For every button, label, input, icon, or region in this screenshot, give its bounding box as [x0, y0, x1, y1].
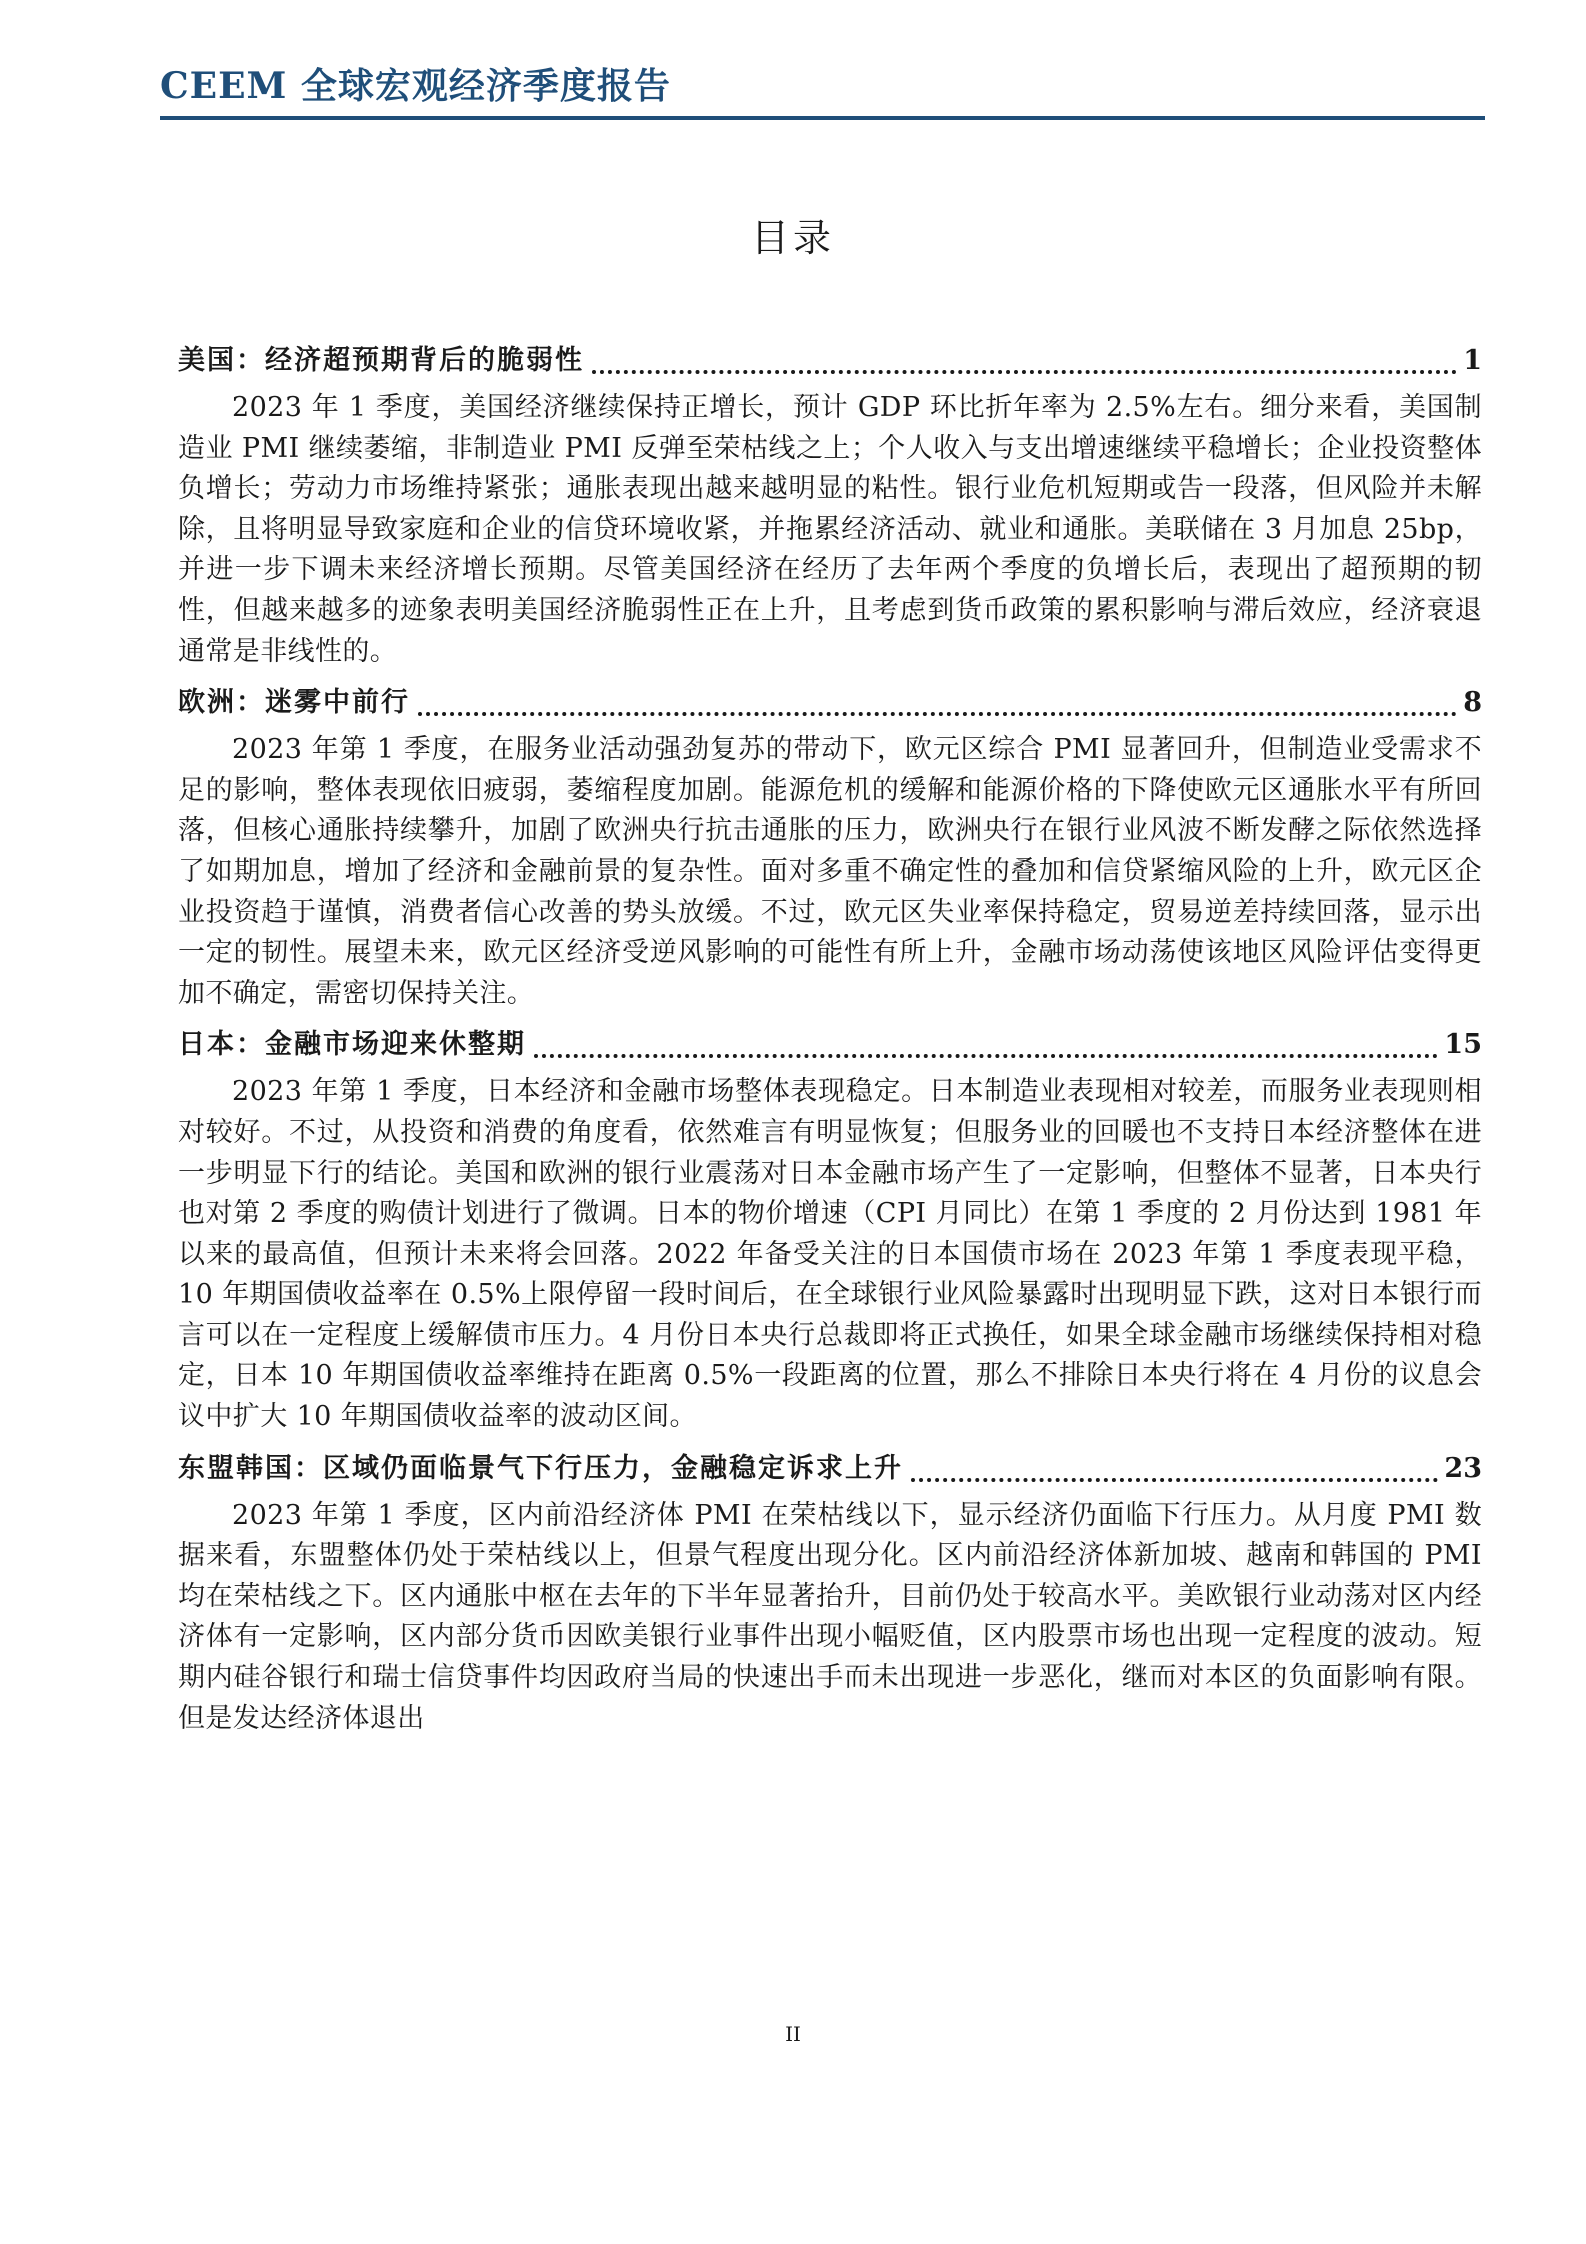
- toc-entry-heading[interactable]: [178, 336, 1482, 386]
- toc-entry-summary: 2023 年第 1 季度，区内前沿经济体 PMI 在荣枯线以下，显示经济仍面临下行压力。从月度 PMI 数据来看，东盟整体仍处于荣枯线以上，但景气程度出现分化。区内前沿经济体新加坡、越南和韩国的 PMI 均在荣枯线之下。区内通胀中枢在去年的下半年显著抬升，目前仍处于较高水平。美欧银行业动荡对区内经济体有一定影响，区内部分货币因欧美银行业事件出现小幅贬值，区内股票市场也出现一定程度的波动。短期内硅谷银行和瑞士信贷事件均因政府当局的快速出手而未出现进一步恶化，继而对本区的负面影响有限。但是发达经济体退出: [178, 1499, 1482, 1734]
- toc-entry-summary: 2023 年第 1 季度，在服务业活动强劲复苏的带动下，欧元区综合 PMI 显著回升，但制造业受需求不足的影响，整体表现依旧疲弱，萎缩程度加剧。能源危机的缓解和能源价格的下降使欧元区通胀水平有所回落，但核心通胀持续攀升，加剧了欧洲央行抗击通胀的压力，欧洲央行在银行业风波不断发酵之际依然选择了如期加息，增加了经济和金融前景的复杂性。面对多重不确定性的叠加和信贷紧缩风险的上升，欧元区企业投资趋于谨慎，消费者信心改善的势头放缓。不过，欧元区失业率保持稳定，贸易逆差持续回落，显示出一定的韧性。展望未来，欧元区经济受逆风影响的可能性有所上升，金融市场动荡使该地区风险评估变得更加不确定，需密切保持关注。: [178, 734, 1482, 1009]
- toc-page-number[interactable]: 15: [1444, 1029, 1482, 1061]
- dot-leader: [534, 1054, 1438, 1058]
- toc-page-number[interactable]: 8: [1463, 687, 1482, 719]
- toc-entry-europe: [178, 678, 1482, 1014]
- report-title: CEEM 全球宏观经济季度报告: [160, 65, 671, 107]
- toc-entry-title[interactable]: 美国：经济超预期背后的脆弱性: [178, 345, 584, 376]
- toc-page-number[interactable]: 1: [1463, 345, 1482, 376]
- page-number: II: [785, 2022, 801, 2046]
- toc-entry-usa: [178, 336, 1482, 672]
- table-of-contents: [178, 336, 1482, 1745]
- dot-leader: [911, 1478, 1438, 1482]
- toc-entry-summary: 2023 年第 1 季度，日本经济和金融市场整体表现稳定。日本制造业表现相对较差，而服务业表现则相对较好。不过，从投资和消费的角度看，依然难言有明显恢复；但服务业的回暖也不支持日本经济整体在进一步明显下行的结论。美国和欧洲的银行业震荡对日本金融市场产生了一定影响，但整体不显著，日本央行也对第 2 季度的购债计划进行了微调。日本的物价增速（CPI 月同比）在第 1 季度的 2 月份达到 1981 年以来的最高值，但预计未来将会回落。2022 年备受关注的日本国债市场在 2023 年第 1 季度表现平稳，10 年期国债收益率在 0.5%上限停留一段时间后，在全球银行业风险暴露时出现明显下跌，这对日本银行而言可以在一定程度上缓解债市压力。4 月份日本央行总裁即将正式换任，如果全球金融市场继续保持相对稳定，日本 10 年期国债收益率维持在距离 0.5%一段距离的位置，那么不排除日本央行将在 4 月份的议息会议中扩大 10 年期国债收益率的波动区间。: [178, 1076, 1482, 1433]
- toc-entry-title[interactable]: 东盟韩国：区域仍面临景气下行压力，金融稳定诉求上升: [178, 1452, 903, 1484]
- toc-entry-title[interactable]: 欧洲：迷雾中前行: [178, 687, 410, 719]
- toc-entry-heading[interactable]: [178, 678, 1482, 728]
- toc-entry-summary: 2023 年 1 季度，美国经济继续保持正增长，预计 GDP 环比折年率为 2.5%左右。细分来看，美国制造业 PMI 继续萎缩，非制造业 PMI 反弹至荣枯线之上；个人收入与支出增速继续平稳增长；企业投资整体负增长；劳动力市场维持紧张；通胀表现出越来越明显的粘性。银行业危机短期或告一段落，但风险并未解除，且将明显导致家庭和企业的信贷环境收紧，并拖累经济活动、就业和通胀。美联储在 3 月加息 25bp，并进一步下调未来经济增长预期。尽管美国经济在经历了去年两个季度的负增长后，表现出了超预期的韧性，但越来越多的迹象表明美国经济脆弱性正在上升，且考虑到货币政策的累积影响与滞后效应，经济衰退通常是非线性的。: [178, 392, 1482, 667]
- dot-leader: [418, 712, 1457, 716]
- toc-entry-japan: [178, 1020, 1482, 1437]
- toc-entry-title[interactable]: 日本：金融市场迎来休整期: [178, 1029, 526, 1061]
- toc-page-number[interactable]: 23: [1444, 1452, 1482, 1484]
- toc-entry-asean-korea: [178, 1444, 1482, 1740]
- report-header: [160, 62, 1485, 120]
- toc-heading: 目录: [750, 216, 835, 260]
- toc-entry-heading[interactable]: [178, 1020, 1482, 1070]
- dot-leader: [592, 370, 1457, 374]
- toc-entry-heading[interactable]: [178, 1444, 1482, 1494]
- header-divider: [160, 116, 1485, 120]
